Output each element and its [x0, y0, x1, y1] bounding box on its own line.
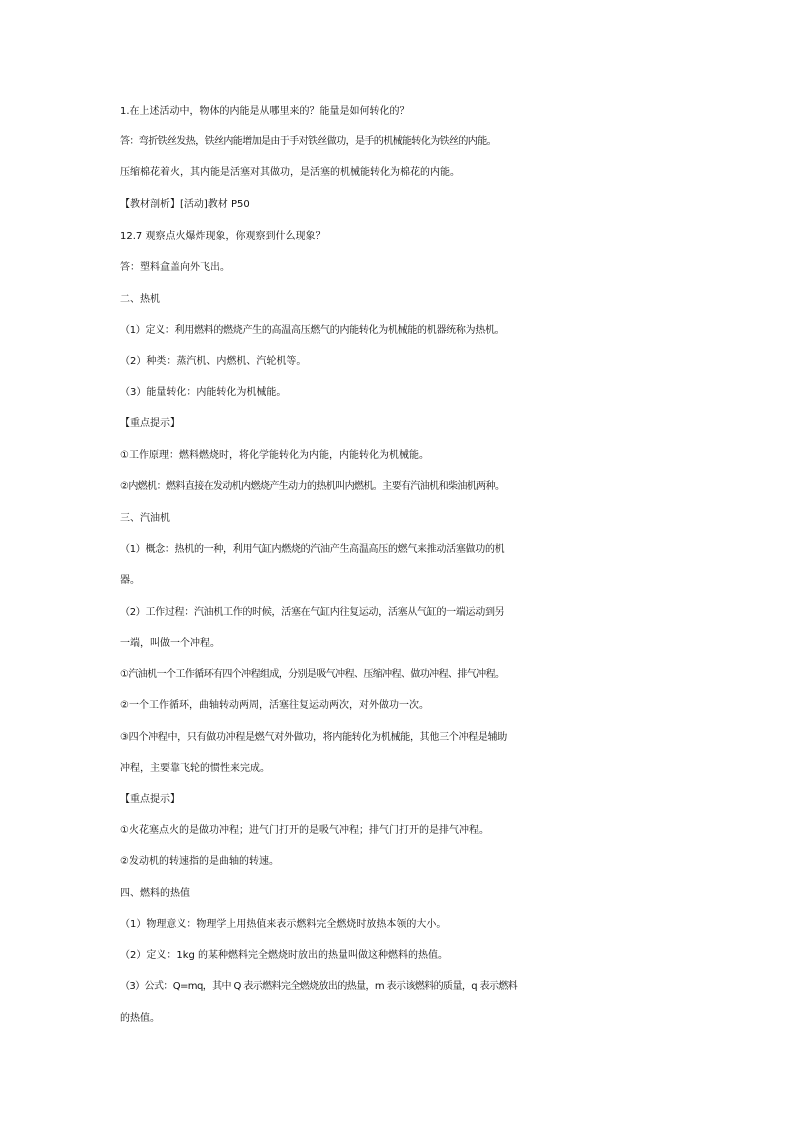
- key-tips-heading-1: 【重点提示】: [120, 418, 180, 429]
- section-fuel-heat-value-heading: 四、燃料的热值: [120, 888, 190, 899]
- heat-value-physical-meaning: （1）物理意义：物理学上用热值来表示燃料完全燃烧时放热本领的大小。: [120, 919, 447, 930]
- gasoline-concept-line-1: （1）概念：热机的一种，利用气缸内燃烧的汽油产生高温高压的燃气来推动活塞做功的机: [120, 544, 505, 555]
- textbook-analysis-heading: 【教材剖析】[活动]教材 P50: [120, 199, 250, 210]
- gasoline-power-stroke-line-1: ③四个冲程中，只有做功冲程是燃气对外做功，将内能转化为机械能，其他三个冲程是辅助: [120, 732, 507, 743]
- gasoline-power-stroke-line-2: 冲程，主要靠飞轮的惯性来完成。: [120, 763, 270, 774]
- answer-1-line-1: 答：弯折铁丝发热，铁丝内能增加是由于手对铁丝做功，是手的机械能转化为铁丝的内能。: [120, 136, 496, 147]
- key-tip-working-principle: ①工作原理：燃料燃烧时，将化学能转化为内能，内能转化为机械能。: [120, 450, 429, 461]
- gasoline-cycle-strokes: ①汽油机一个工作循环有四个冲程组成，分别是吸气冲程、压缩冲程、做功冲程、排气冲程。: [120, 669, 505, 680]
- key-tip-engine-speed: ②发动机的转速指的是曲轴的转速。: [120, 856, 279, 867]
- heat-value-formula-line-1: （3）公式：Q=mq，其中 Q 表示燃料完全燃烧放出的热量，m 表示该燃料的质量，q 表示燃料: [120, 981, 518, 992]
- question-1: 1.在上述活动中，物体的内能是从哪里来的？能量是如何转化的？: [120, 106, 410, 117]
- heat-engine-types: （2）种类：蒸汽机、内燃机、汽轮机等。: [120, 356, 307, 367]
- gasoline-process-line-2: 一端，叫做一个冲程。: [120, 638, 220, 649]
- section-gasoline-engine-heading: 三、汽油机: [120, 513, 170, 524]
- gasoline-process-line-1: （2）工作过程：汽油机工作的时候，活塞在气缸内往复运动，活塞从气缸的一端运动到另: [120, 607, 505, 618]
- heat-value-formula-line-2: 的热值。: [120, 1013, 160, 1024]
- key-tip-internal-combustion: ②内燃机：燃料直接在发动机内燃烧产生动力的热机叫内燃机。主要有汽油机和柴油机两种。: [120, 481, 505, 492]
- key-tips-heading-2: 【重点提示】: [120, 794, 180, 805]
- gasoline-cycle-rotation: ②一个工作循环，曲轴转动两周，活塞往复运动两次，对外做功一次。: [120, 700, 429, 711]
- gasoline-concept-line-2: 器。: [120, 575, 140, 586]
- heat-engine-energy-conversion: （3）能量转化：内能转化为机械能。: [120, 387, 287, 398]
- answer-1-line-2: 压缩棉花着火，其内能是活塞对其做功，是活塞的机械能转化为棉花的内能。: [120, 167, 460, 178]
- section-heat-engine-heading: 二、热机: [120, 294, 160, 305]
- key-tip-spark-plug: ①火花塞点火的是做功冲程；进气门打开的是吸气冲程；排气门打开的是排气冲程。: [120, 825, 489, 836]
- heat-engine-definition: （1）定义：利用燃料的燃烧产生的高温高压燃气的内能转化为机械能的机器统称为热机。: [120, 325, 505, 336]
- question-12-7: 12.7 观察点火爆炸现象，你观察到什么现象？: [120, 231, 326, 242]
- answer-12-7: 答：塑料盒盖向外飞出。: [120, 262, 230, 273]
- heat-value-definition: （2）定义：1kg 的某种燃料完全燃烧时放出的热量叫做这种燃料的热值。: [120, 950, 449, 961]
